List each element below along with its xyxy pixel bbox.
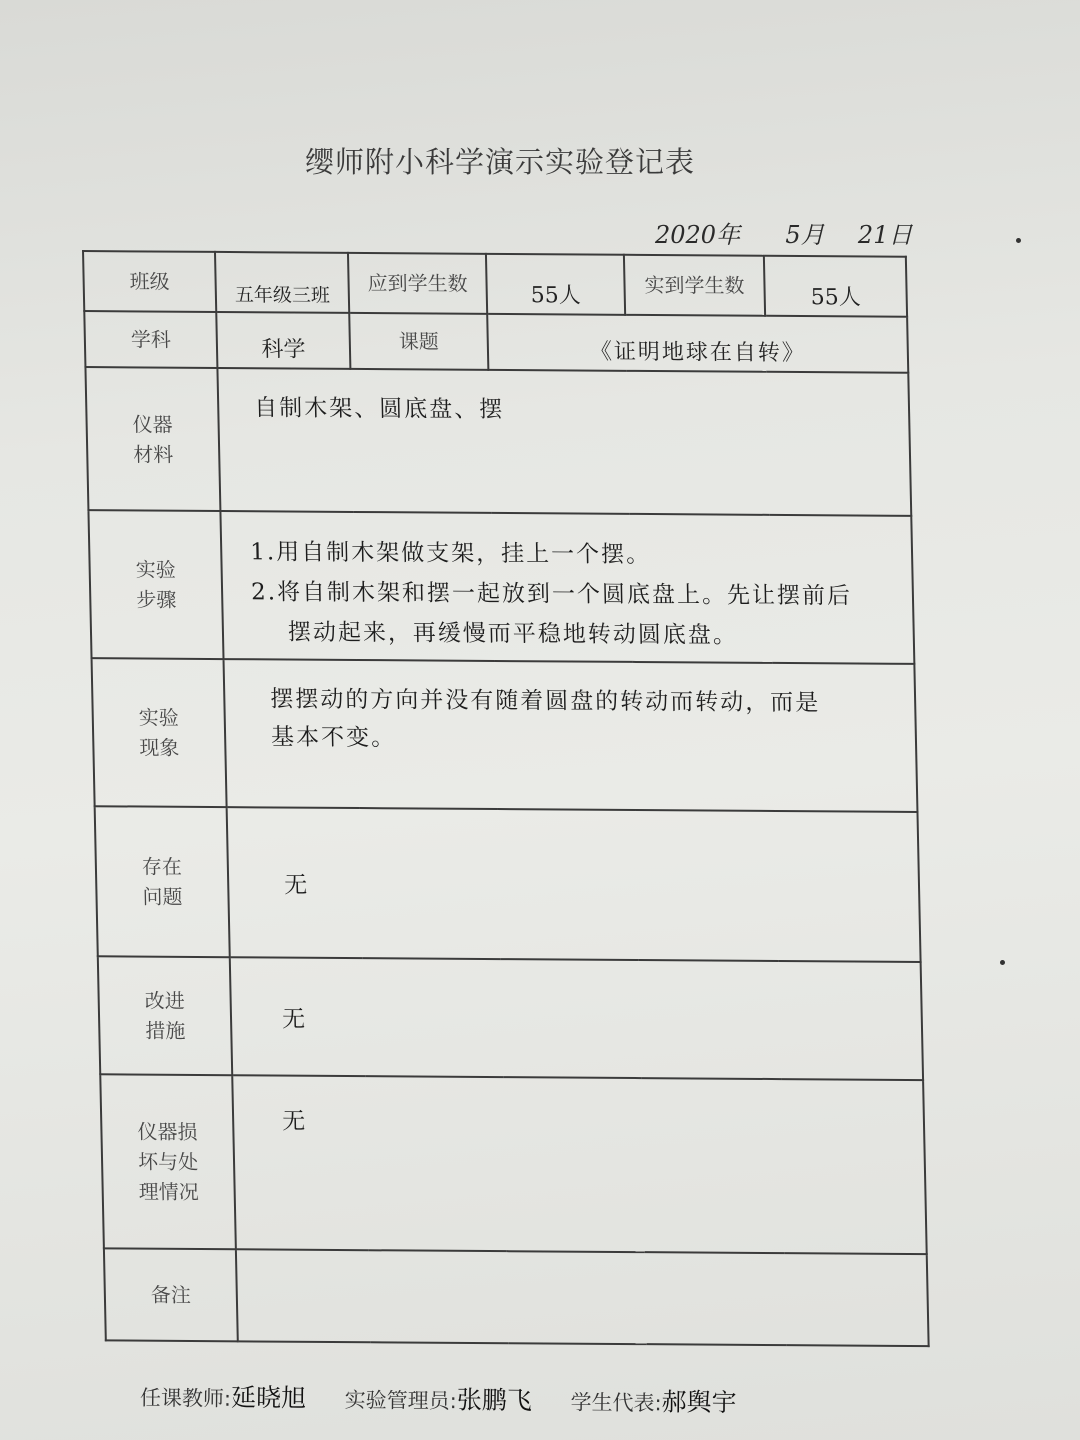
step-line: 2.将自制木架和摆一起放到一个圆底盘上。先让摆前后 [250,579,853,610]
phenomenon-content [224,659,918,812]
step-line: 1.用自制木架做支架，挂上一个摆。 [249,539,652,569]
damage-label-text: 仪器损坏与处理情况 [137,1119,199,1205]
date-year: 2020年 [655,221,741,249]
signature-line [140,1377,737,1419]
actual-students-label: 实到学生数 [624,255,765,316]
table-row [95,806,921,962]
teacher-signature: 延晓旭 [230,1382,307,1413]
improvement-label [98,956,232,1075]
registration-table [82,250,928,1346]
materials-label [85,367,220,511]
table-row [92,658,918,812]
phenomenon-line: 基本不变。 [270,724,397,752]
phenomenon-line: 摆摆动的方向并没有随着圆盘的转动而转动，而是 [270,686,821,717]
ink-dot [1000,960,1005,965]
materials-label-text: 仪器材料 [132,411,174,467]
step-line: 摆动起来，再缓慢而平稳地转动圆底盘。 [287,619,739,649]
damage-value: 无 [232,1075,926,1254]
table-row [83,251,907,317]
student-label: 学生代表: [570,1390,662,1416]
materials-value: 自制木架、圆底盘、摆 [217,368,911,516]
class-value: 五年级三班 [215,252,349,313]
improvement-value: 无 [230,957,923,1080]
table-row [104,1248,929,1346]
table-row [88,510,914,664]
admin-label: 实验管理员: [344,1388,457,1414]
actual-students-value: 55人 [764,256,907,317]
topic-label: 课题 [349,313,488,370]
issues-value: 无 [227,807,921,962]
improvement-label-text: 改进措施 [144,988,186,1043]
date-month: 5月 [785,221,825,249]
admin-signature: 张鹏飞 [456,1385,533,1415]
issues-label [95,806,230,957]
phenomenon-label [92,658,227,807]
issues-label-text: 存在问题 [141,854,183,909]
damage-label [100,1074,236,1249]
teacher-label: 任课教师: [139,1385,232,1411]
ink-dot [1016,238,1021,243]
class-label: 班级 [83,251,216,312]
form-title: 缨师附小科学演示实验登记表 [304,145,695,179]
remarks-value [236,1249,929,1346]
student-signature: 郝舆宇 [661,1387,737,1418]
steps-label [88,510,223,659]
subject-label: 学科 [84,311,217,368]
expected-students-label: 应到学生数 [348,253,487,314]
table-row [100,1074,926,1254]
subject-value: 科学 [216,312,350,369]
phenomenon-label-text: 实验现象 [138,705,180,760]
form-date [655,215,912,250]
remarks-label: 备注 [104,1248,238,1341]
steps-label-text: 实验步骤 [135,557,177,612]
table-row [84,311,908,373]
table-row [98,956,923,1080]
topic-value: 《证明地球在自转》 [487,314,908,373]
date-day: 21日 [857,221,913,249]
steps-content [220,511,914,664]
table-row [85,367,911,516]
expected-students-value: 55人 [486,254,625,315]
